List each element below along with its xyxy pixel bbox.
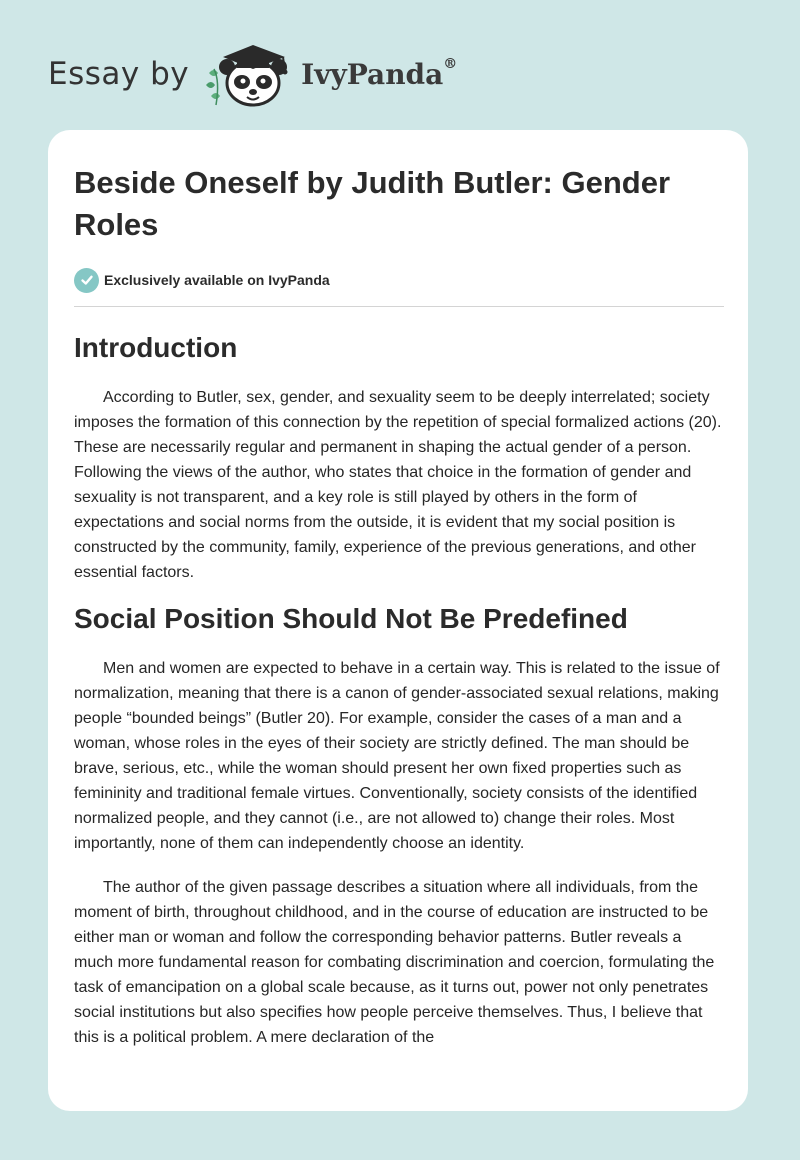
checkmark-icon: [74, 268, 99, 293]
brand-name[interactable]: [301, 55, 458, 91]
essay-by-label: Essay by: [48, 56, 190, 92]
section-heading-social-position: Social Position Should Not Be Predefined: [74, 603, 628, 634]
section-heading-introduction: Introduction: [74, 332, 238, 363]
panda-graduate-logo-icon[interactable]: [203, 39, 295, 109]
registered-mark: ®: [443, 55, 458, 72]
brand-name-text: IvyPanda: [301, 57, 444, 91]
title-divider: [74, 306, 724, 307]
paragraph: According to Butler, sex, gender, and sexuality seem to be deeply interrelated; society imposes the formation of this connection by the repetition of special formalized actions (20). These are necessarily regular and permanent in shaping the actual gender of a person. Following the views of the author, who states that choice in the formation of gender and sexuality is not transparent, and a key role is still played by others in the form of expectations and social norms from the outside, it is evident that my social position is constructed by the community, family, experience of the previous generations, and other essential factors.: [74, 389, 722, 581]
exclusive-badge-text: Exclusively available on IvyPanda: [104, 272, 330, 288]
essay-title: Beside Oneself by Judith Butler: Gender Roles: [74, 165, 671, 242]
paragraph: The author of the given passage describes a situation where all individuals, from the moment of birth, throughout childhood, and in the course of education are instructed to be either man or woman and follow the corresponding behavior patterns. Butler reveals a much more fundamental reason for combating discrimination and coercion, formulating the task of emancipation on a global scale because, as it turns out, power not only penetrates social institutions but also specifies how people perceive themselves. Thus, I believe that this is a political problem. A mere declaration of the: [74, 879, 715, 1046]
essay-card: [48, 130, 748, 1111]
paragraph: Men and women are expected to behave in a certain way. This is related to the issue of normalization, meaning that there is a canon of gender-associated sexual relations, making people “bounded beings” (Butler 20). For example, consider the cases of a man and a woman, whose roles in the eyes of their society are strictly defined. The man should be brave, serious, etc., while the woman should present her own fixed properties such as femininity and traditional female virtues. Conventionally, society consists of the identified normalized people, and they cannot (i.e., are not allowed to) change their roles. Most importantly, none of them can independently choose an identity.: [74, 660, 720, 852]
exclusive-badge: [74, 266, 724, 294]
essay-content: [74, 162, 724, 1050]
site-header: [48, 34, 457, 114]
